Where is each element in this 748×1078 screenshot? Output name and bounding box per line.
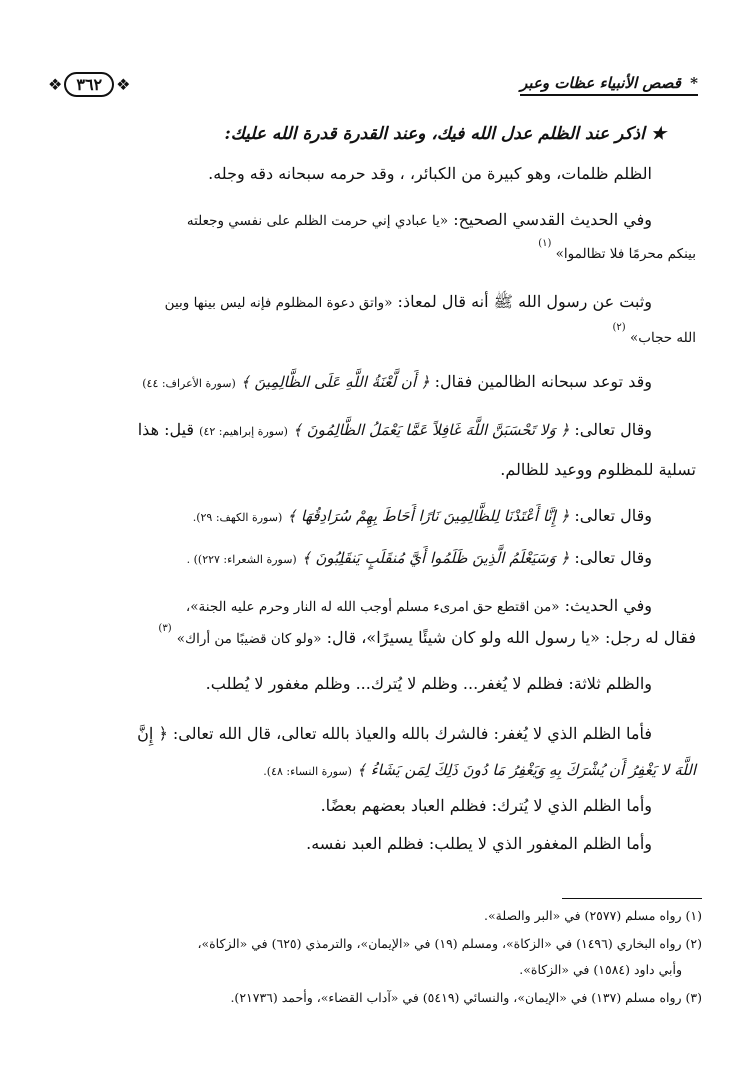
paragraph-2-line-2 (52, 238, 696, 262)
paragraph-11-line-2 (52, 760, 696, 779)
paragraph-4 (52, 372, 652, 391)
paragraph-9-text: فقال له رجل: «يا رسول الله ولو كان شيئًا يسيرًا»، قال: (326, 628, 696, 647)
quran-verse: ﴿ وَسَيَعْلَمُ الَّذِينَ ظَلَمُوا أَيَّ مُنقَلَبٍ يَنقَلِبُونَ ﴾ (301, 549, 570, 567)
paragraph-10: والظلم ثلاثة: فظلم لا يُغفر... وظلم لا يُترك... وظلم مغفور لا يُطلب. (205, 674, 652, 693)
book-title-text: قصص الأنبياء عظات وعبر (520, 74, 681, 92)
paragraph-4-intro: وقد توعد سبحانه الظالمين فقال: (434, 372, 652, 391)
paragraph-5-tail: قيل: هذا (137, 420, 195, 439)
verse-reference: (سورة الشعراء: ٢٢٧)) . (186, 553, 297, 566)
hadith-quote: «واتق دعوة المظلوم فإنه ليس بينها وبين (164, 295, 393, 311)
verse-reference: (سورة الكهف: ٢٩). (192, 511, 283, 524)
footnote-3: (٣) رواه مسلم (١٣٧) في «الإيمان»، والنسائي (٥٤١٩) في «آداب القضاء»، وأحمد (٢١٧٣٦). (230, 990, 702, 1005)
paragraph-3-line-1 (52, 292, 652, 315)
verse-reference: (سورة النساء: ٤٨). (263, 765, 352, 778)
footnote-1: (١) رواه مسلم (٢٥٧٧) في «البر والصلة». (484, 908, 702, 923)
page-header (48, 72, 698, 106)
quran-verse: ﴿ إِنَّا أَعْتَدْنَا لِلظَّالِمِينَ نَارًا أَحَاطَ بِهِمْ سُرَادِقُهَا ﴾ (287, 507, 570, 525)
paragraph-3-line-2 (52, 322, 696, 346)
quran-verse: اللَّهَ لا يَغْفِرُ أَن يُشْرَكَ بِهِ وَيَغْفِرُ مَا دُونَ ذَلِكَ لِمَن يَشَاءُ ﴾ (357, 761, 696, 779)
hadith-quote: «يا عبادي إني حرمت الظلم على نفسي وجعلته (186, 213, 449, 229)
hadith-quote-cont: الله حجاب» (629, 330, 696, 346)
page-number: ٣٦٢ (64, 72, 114, 97)
running-title (520, 74, 698, 96)
paragraph-5-line-1 (52, 420, 652, 439)
quran-verse: ﴿ وَلا تَحْسَبَنَّ اللَّهَ غَافِلاً عَمَّا يَعْمَلُ الظَّالِمُونَ ﴾ (293, 421, 570, 439)
verse-reference: (سورة إبراهيم: ٤٢) (199, 425, 288, 438)
paragraph-6 (52, 506, 652, 525)
paragraph-8-intro: وفي الحديث: (564, 596, 652, 615)
paragraph-12: وأما الظلم الذي لا يُترك: فظلم العباد بعضهم بعضًا. (320, 796, 652, 815)
ornament-left-icon: ❖ (48, 74, 63, 94)
paragraph-7 (52, 548, 652, 567)
footnote-ref-3: (٣) (158, 623, 172, 634)
paragraph-11-line-1: فأما الظلم الذي لا يُغفر: فالشرك بالله والعياذ بالله تعالى، قال الله تعالى: ﴿ إِنَّ (137, 724, 652, 743)
paragraph-2-intro: وفي الحديث القدسي الصحيح: (453, 210, 652, 229)
paragraph-6-intro: وقال تعالى: (574, 506, 652, 525)
verse-reference: (سورة الأعراف: ٤٤) (142, 377, 236, 390)
paragraph-1: الظلم ظلمات، وهو كبيرة من الكبائر، ، وقد حرمه سبحانه دقه وجله. (208, 164, 652, 183)
paragraph-7-intro: وقال تعالى: (574, 548, 652, 567)
footnote-2: (٢) رواه البخاري (١٤٩٦) في «الزكاة»، ومسلم (١٩) في «الإيمان»، والترمذي (٦٢٥) في «الزكاة»، (197, 936, 702, 951)
hadith-quote: «ولو كان قضيبًا من أراك» (176, 631, 322, 647)
ornament-right-icon: ❖ (116, 74, 131, 94)
paragraph-5-intro: وقال تعالى: (574, 420, 652, 439)
star-icon: * (690, 74, 698, 92)
section-heading: ★ اذكر عند الظلم عدل الله فيك، وعند القدرة قدرة الله عليك: (224, 124, 666, 144)
footnote-ref-2: (٢) (612, 322, 626, 333)
footnote-separator (562, 898, 702, 899)
hadith-quote-cont: بينكم محرمًا فلا تظالموا» (555, 246, 696, 262)
quran-verse: ﴿ أَن لَّعْنَةُ اللَّهِ عَلَى الظَّالِمِينَ ﴾ (240, 373, 430, 391)
paragraph-13: وأما الظلم المغفور الذي لا يطلب: فظلم العبد نفسه. (306, 834, 652, 853)
paragraph-5-line-2: تسلية للمظلوم ووعيد للظالم. (500, 460, 696, 479)
page-number-ornament (48, 72, 130, 97)
footnote-2-cont: وأبي داود (١٥٨٤) في «الزكاة». (519, 962, 682, 977)
hadith-quote: «من اقتطع حق امرىء مسلم أوجب الله له النار وحرم عليه الجنة»، (185, 599, 560, 615)
footnote-ref-1: (١) (538, 238, 552, 249)
paragraph-9 (52, 623, 696, 647)
paragraph-8 (52, 596, 652, 615)
paragraph-2-line-1 (52, 210, 652, 229)
paragraph-3-intro: وثبت عن رسول الله ﷺ أنه قال لمعاذ: (397, 292, 652, 311)
